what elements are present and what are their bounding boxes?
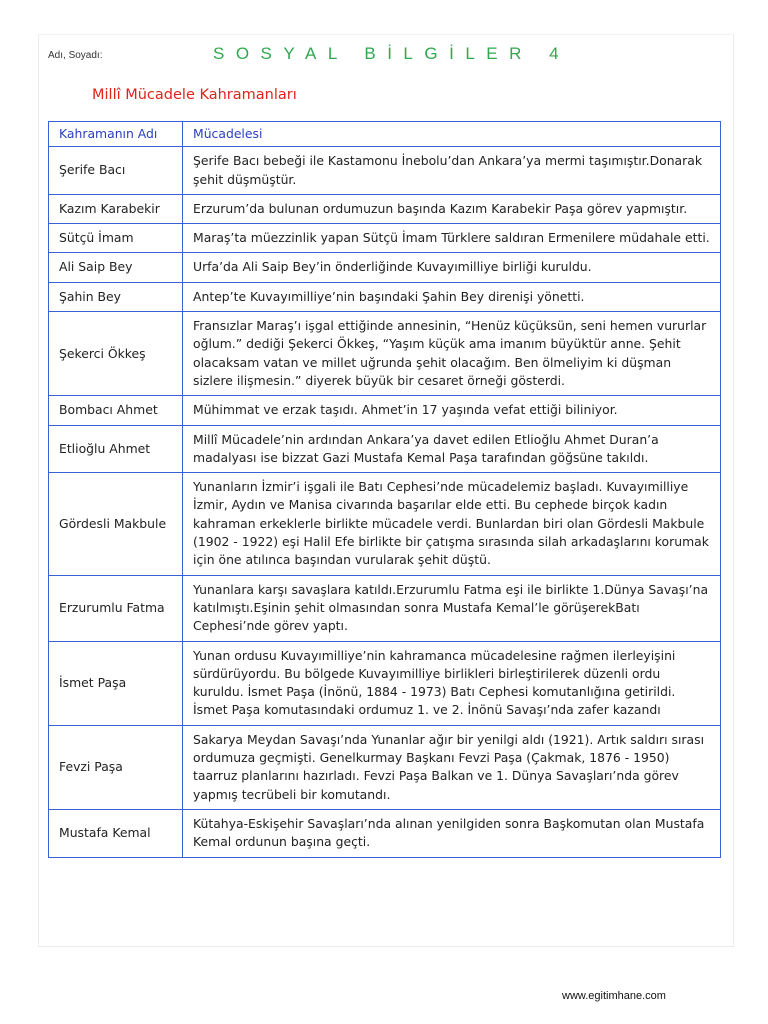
column-header-name: Kahramanın Adı	[49, 122, 183, 147]
hero-name-cell: Şerife Bacı	[49, 147, 183, 195]
hero-struggle-cell: Yunan ordusu Kuvayımilliye’nin kahramanca mücadelesine rağmen ilerleyişini sürdürüyordu. Bu bölgede Kuvayımilliye birlikleri birleştirilerek düzenli ordu kuruldu. İsmet Paşa (İnönü, 1884 - 1973) Batı Cephesi komutanlığına getirildi. İsmet Paşa komutasındaki ordumuz 1. ve 2. İnönü Savaşı’nda zafer kazandı	[183, 641, 721, 725]
hero-struggle-cell: Urfa’da Ali Saip Bey’in önderliğinde Kuvayımilliye birliği kuruldu.	[183, 253, 721, 282]
subject-title: SOSYAL BİLGİLER 4	[213, 44, 571, 63]
hero-struggle-cell: Fransızlar Maraş’ı işgal ettiğinde annesinin, “Henüz küçüksün, seni hemen vururlar oğlum.” dediği Şekerci Ökkeş, “Yaşım küçük ama imanım büyüktür anne. Şehit olacaksam vatan ve millet uğrunda şehit olacağım. Ben ölmeliyim ki düşman sizlere ilişmesin.” diyerek büyük bir cesaret örneği gösterdi.	[183, 312, 721, 396]
hero-struggle-cell: Yunanların İzmir’i işgali ile Batı Cephesi’nde mücadelemiz başladı. Kuvayımilliye İzmir, Aydın ve Manisa civarında başarılar elde etti. Bu cephede birçok kadın kahraman erkeklerle birlikte mücadele verdi. Bunlardan biri olan Gördesli Makbule (1902 - 1922) eşi Halil Efe birlikte bir çatışma sırasında silah arkadaşlarını korumak için öne atılınca başından vurularak şehit düştü.	[183, 473, 721, 575]
hero-name-cell: Mustafa Kemal	[49, 809, 183, 857]
hero-name-cell: Fevzi Paşa	[49, 725, 183, 809]
hero-struggle-cell: Sakarya Meydan Savaşı’nda Yunanlar ağır bir yenilgi aldı (1921). Artık saldırı sırası ordumuza geçmişti. Genelkurmay Başkanı Fevzi Paşa (Çakmak, 1876 - 1950) taarruz planlarını hazırladı. Fevzi Paşa Balkan ve 1. Dünya Savaşları’nda görev yapmış tecrübeli bir komutandı.	[183, 725, 721, 809]
name-label: Adı, Soyadı:	[48, 50, 103, 61]
table-row	[49, 224, 721, 253]
heroes-table	[48, 121, 721, 858]
table-row	[49, 575, 721, 641]
hero-struggle-cell: Erzurum’da bulunan ordumuzun başında Kazım Karabekir Paşa görev yapmıştır.	[183, 194, 721, 223]
table-row	[49, 147, 721, 195]
hero-name-cell: Şekerci Ökkeş	[49, 312, 183, 396]
hero-name-cell: Kazım Karabekir	[49, 194, 183, 223]
hero-struggle-cell: Antep’te Kuvayımilliye’nin başındaki Şahin Bey direnişi yönetti.	[183, 282, 721, 311]
column-header-struggle: Mücadelesi	[183, 122, 721, 147]
hero-struggle-cell: Yunanlara karşı savaşlara katıldı.Erzurumlu Fatma eşi ile birlikte 1.Dünya Savaşı’na katılmıştı.Eşinin şehit olmasından sonra Mustafa Kemal’le görüşerekBatı Cephesi’nde görev yaptı.	[183, 575, 721, 641]
hero-name-cell: Bombacı Ahmet	[49, 396, 183, 425]
table-row	[49, 725, 721, 809]
table-row	[49, 282, 721, 311]
website-link[interactable]: www.egitimhane.com	[562, 990, 666, 1002]
section-title: Millî Mücadele Kahramanları	[92, 87, 297, 103]
table-row	[49, 396, 721, 425]
hero-struggle-cell: Şerife Bacı bebeği ile Kastamonu İnebolu’dan Ankara’ya mermi taşımıştır.Donarak şehit düşmüştür.	[183, 147, 721, 195]
hero-name-cell: Sütçü İmam	[49, 224, 183, 253]
hero-name-cell: Gördesli Makbule	[49, 473, 183, 575]
hero-name-cell: Etlioğlu Ahmet	[49, 425, 183, 473]
hero-struggle-cell: Kütahya-Eskişehir Savaşları’nda alınan yenilgiden sonra Başkomutan olan Mustafa Kemal ordunun başına geçti.	[183, 809, 721, 857]
hero-name-cell: İsmet Paşa	[49, 641, 183, 725]
table-row	[49, 253, 721, 282]
hero-struggle-cell: Mühimmat ve erzak taşıdı. Ahmet’in 17 yaşında vefat ettiği biliniyor.	[183, 396, 721, 425]
table-row	[49, 809, 721, 857]
table-row	[49, 425, 721, 473]
hero-name-cell: Erzurumlu Fatma	[49, 575, 183, 641]
hero-name-cell: Şahin Bey	[49, 282, 183, 311]
table-row	[49, 312, 721, 396]
hero-name-cell: Ali Saip Bey	[49, 253, 183, 282]
hero-struggle-cell: Maraş’ta müezzinlik yapan Sütçü İmam Türklere saldıran Ermenilere müdahale etti.	[183, 224, 721, 253]
hero-struggle-cell: Millî Mücadele’nin ardından Ankara’ya davet edilen Etlioğlu Ahmet Duran’a madalyası ise bizzat Gazi Mustafa Kemal Paşa tarafından göğsüne takıldı.	[183, 425, 721, 473]
table-body	[49, 147, 721, 857]
table-row	[49, 641, 721, 725]
table-row	[49, 473, 721, 575]
table-row	[49, 194, 721, 223]
table-header-row	[49, 122, 721, 147]
